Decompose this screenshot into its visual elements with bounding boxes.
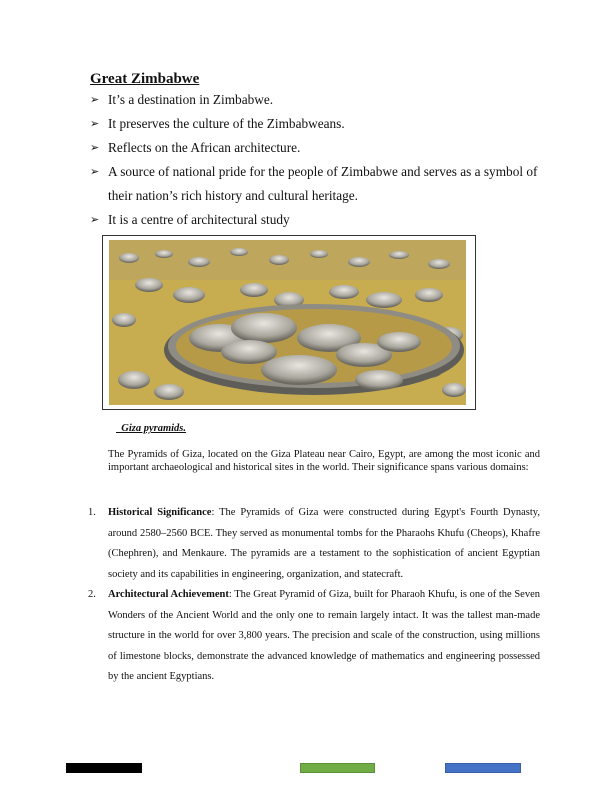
- section-heading-great-zimbabwe: Great Zimbabwe: [90, 71, 200, 87]
- footer-bar-black: [66, 763, 142, 773]
- numbered-item: 1. Historical Significance: The Pyramids of Giza were constructed during Egypt's Fourth Dynasty, around 2580–2560 BCE. They served as monumental tombs for the Pharaohs Khufu (Cheops), Khafre (Chephren), and Menkaure. The pyramids are a testament to the sophistication of ancient Egyptian society and its capabilities in engineering, organization, and statecraft.: [88, 507, 540, 580]
- arrow-bullet-icon: ➢: [90, 142, 100, 154]
- item-title: Architectural Achievement: [108, 589, 229, 600]
- bullet-item: ➢ A source of national pride for the people of Zimbabwe and serves as a symbol of their nation’s rich history and cultural heritage.: [90, 160, 560, 208]
- bullet-item: ➢ It’s a destination in Zimbabwe.: [90, 88, 560, 112]
- arrow-bullet-icon: ➢: [90, 94, 100, 106]
- footer-bar-blue: [445, 763, 521, 773]
- arrow-bullet-icon: ➢: [90, 214, 100, 226]
- section-heading-giza-pyramids: Giza pyramids.: [121, 423, 187, 434]
- great-zimbabwe-figure-frame: [102, 235, 476, 410]
- numbered-item: 2. Architectural Achievement: The Great Pyramid of Giza, built for Pharaoh Khufu, is one of the Seven Wonders of the Ancient World and the only one to remain largely intact. It was the tallest man-made structure in the world for over 3,800 years. The precision and scale of the construction, using millions of limestone blocks, demonstrate the advanced knowledge of mathematics and engineering possessed by the ancient Egyptians.: [88, 589, 541, 682]
- giza-numbered-list: [88, 503, 540, 688]
- footer-bar-green: [300, 763, 375, 773]
- arrow-bullet-icon: ➢: [90, 166, 100, 178]
- bullet-item: ➢ It preserves the culture of the Zimbabweans.: [90, 112, 560, 136]
- bullet-item: ➢ It is a centre of architectural study: [90, 208, 560, 232]
- arrow-bullet-icon: ➢: [90, 118, 100, 130]
- item-title: Historical Significance: [108, 507, 212, 518]
- bullet-item: ➢ Reflects on the African architecture.: [90, 136, 560, 160]
- great-zimbabwe-bullet-list: [90, 88, 560, 232]
- giza-intro-paragraph: The Pyramids of Giza, located on the Giza Plateau near Cairo, Egypt, are among the most iconic and important archaeological and historical sites in the world. Their significance spans various domains:: [108, 449, 540, 473]
- great-zimbabwe-image: [109, 240, 466, 405]
- item-text: : The Pyramids of Giza were constructed during Egypt's Fourth Dynasty, around 2580–2560 BCE. They served as monumental tombs for the Pharaohs Khufu (Cheops), Khafre (Chephren), and Menkaure. The pyramids are a testament to the sophistication of ancient Egyptian society and its capabilities in engineering, organization, and statecraft.: [108, 507, 540, 580]
- item-text: : The Great Pyramid of Giza, built for Pharaoh Khufu, is one of the Seven Wonders of the Ancient World and the only one to remain largely intact. It was the tallest man-made structure in the world for over 3,800 years. The precision and scale of the construction, using millions of limestone blocks, demonstrate the advanced knowledge of mathematics and engineering possessed by the ancient Egyptians.: [108, 589, 541, 682]
